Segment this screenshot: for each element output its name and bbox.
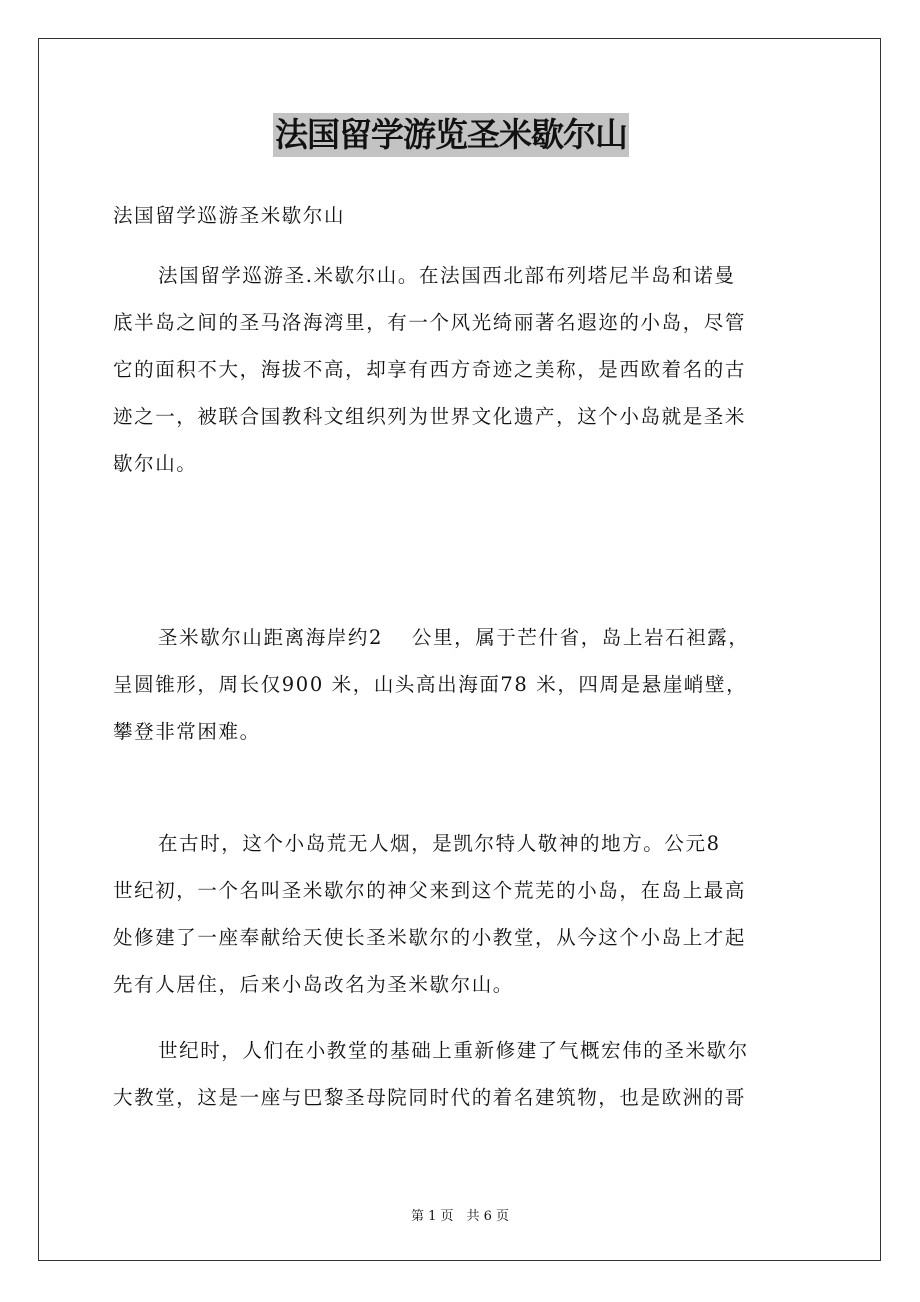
text-line: 底半岛之间的圣马洛海湾里，有一个风光绮丽著名遐迩的小岛，尽管 (113, 311, 747, 334)
text-line: 处修建了一座奉献给天使长圣米歇尔的小教堂，从今这个小岛上才起 (113, 926, 747, 949)
paragraph-2 (113, 614, 813, 755)
subtitle-text: 法国留学巡游圣米歇尔山 (113, 204, 346, 227)
paragraph-1 (113, 252, 813, 487)
subtitle (113, 192, 813, 239)
text-line: 世纪时，人们在小教堂的基础上重新修建了气概宏伟的圣米歇尔 (158, 1039, 749, 1062)
text-line: 它的面积不大，海拔不高，却享有西方奇迹之美称，是西欧着名的古 (113, 358, 747, 381)
paragraph-4 (113, 1027, 813, 1121)
page-number-footer: 第 1 页 共 6 页 (410, 1209, 510, 1224)
document-title: 法国留学游览圣米歇尔山 (273, 113, 629, 157)
text-line: 圣米歇尔山距离海岸约2 公里，属于芒什省，岛上岩石袒露， (158, 626, 750, 649)
text-line: 世纪初，一个名叫圣米歇尔的神父来到这个荒芜的小岛，在岛上最高 (113, 879, 747, 902)
text-line: 呈圆锥形，周长仅900 米，山头高出海面78 米，四周是悬崖峭壁， (113, 673, 748, 696)
text-line: 大教堂，这是一座与巴黎圣母院同时代的着名建筑物，也是欧洲的哥 (113, 1086, 747, 1109)
text-line: 法国留学巡游圣.米歇尔山。在法国西北部布列塔尼半岛和诺曼 (158, 264, 736, 287)
text-line: 先有人居住，后来小岛改名为圣米歇尔山。 (113, 973, 514, 996)
text-line: 在古时，这个小岛荒无人烟，是凯尔特人敬神的地方。公元8 (158, 832, 721, 855)
text-line: 攀登非常困难。 (113, 720, 261, 743)
text-line: 迹之一，被联合国教科文组织列为世界文化遗产，这个小岛就是圣米 (113, 405, 747, 428)
text-line: 歇尔山。 (113, 452, 198, 475)
paragraph-3 (113, 820, 813, 1008)
